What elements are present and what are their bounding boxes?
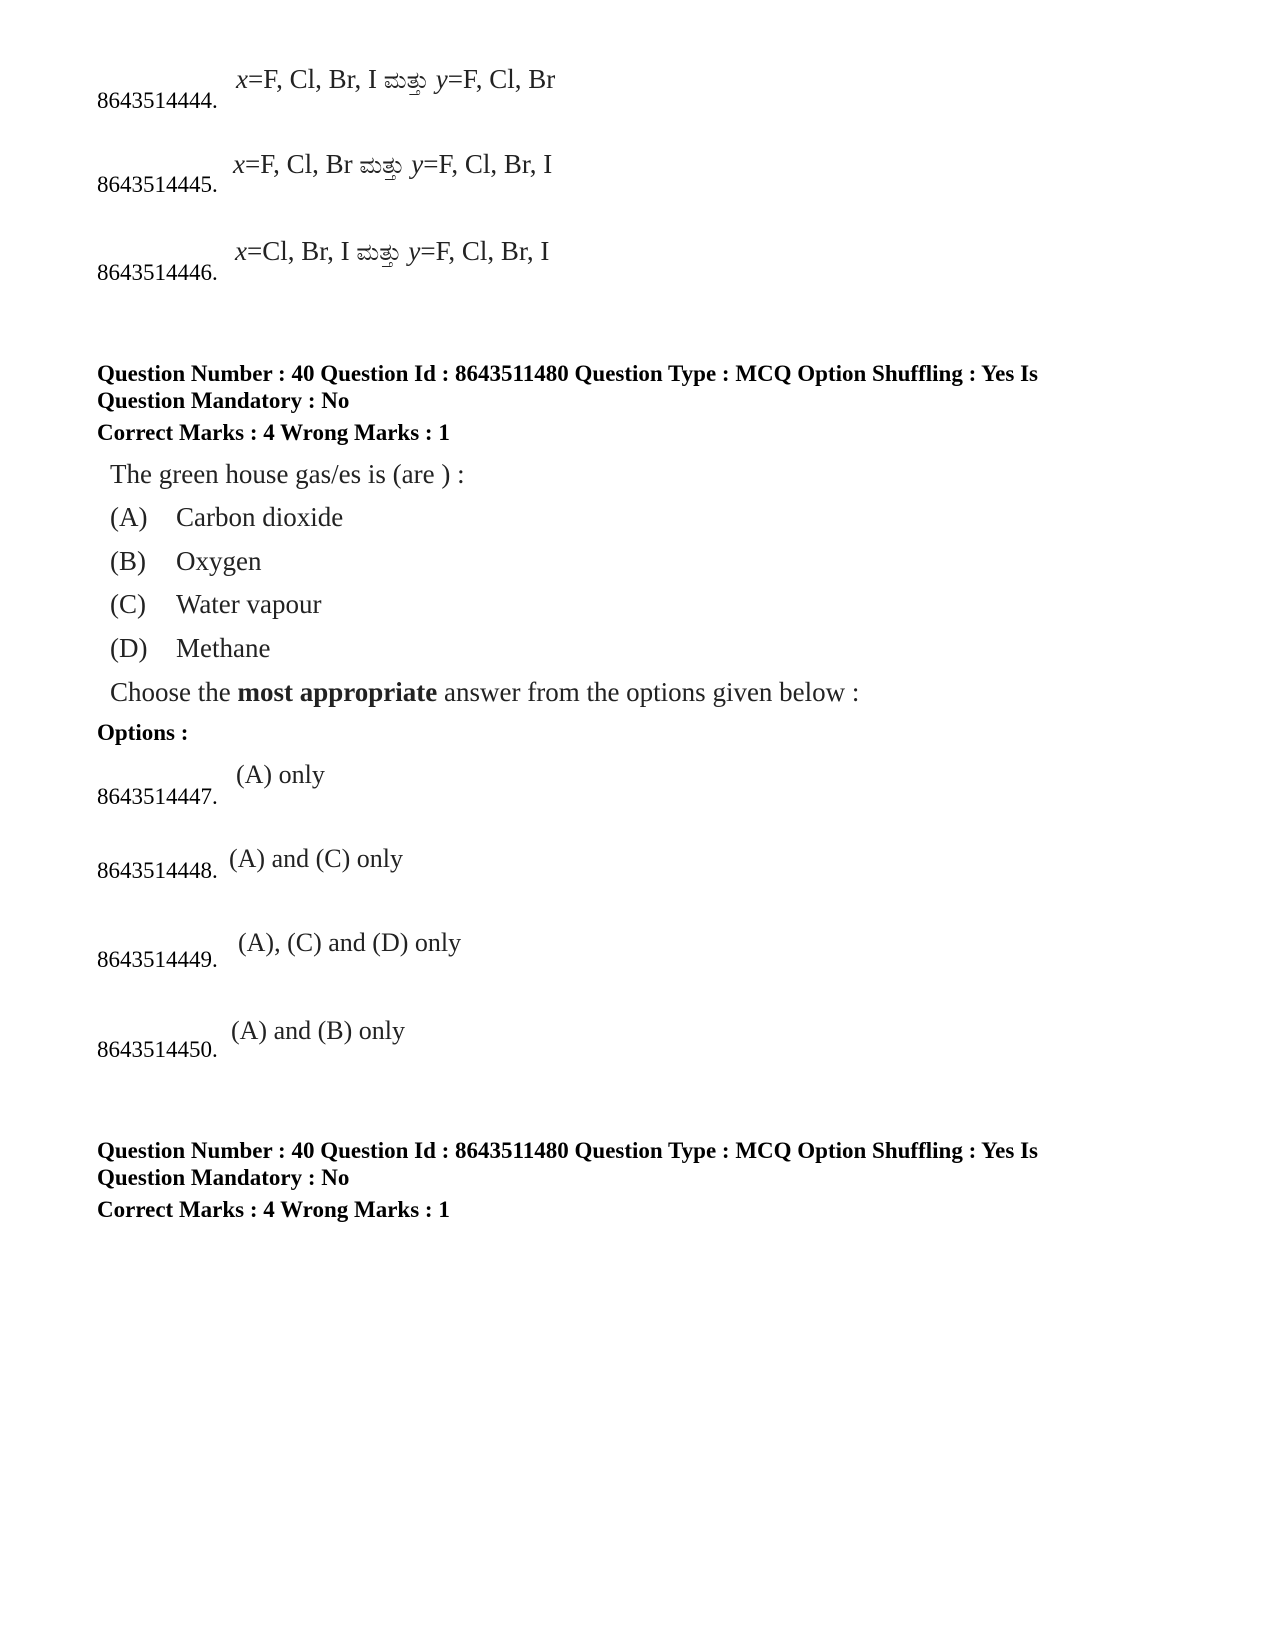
question-instruction: Choose the most appropriate answer from the options given below : [110, 677, 860, 707]
item-label: (B) [110, 546, 146, 576]
question-item-b [110, 548, 261, 575]
question-stem: The green house gas/es is (are ) : [110, 459, 465, 489]
formula-option-3: x=Cl, Br, I ಮತ್ತು y=F, Cl, Br, I [235, 236, 550, 266]
option-text-4: (A) and (B) only [231, 1016, 406, 1045]
option-id-1: 8643514444. [97, 88, 218, 113]
option-id-2: 8643514445. [97, 172, 218, 197]
item-text: Water vapour [176, 589, 322, 619]
options-label: Options : [97, 720, 189, 745]
option-text-1: (A) only [236, 760, 325, 789]
question-item-a [110, 504, 343, 531]
next-question-marks: Correct Marks : 4 Wrong Marks : 1 [97, 1197, 450, 1222]
option-id-3: 8643514446. [97, 260, 218, 285]
item-text: Carbon dioxide [176, 502, 344, 532]
next-question-header-line2: Question Mandatory : No [97, 1165, 350, 1190]
option-id-4: 8643514447. [97, 784, 218, 809]
question-header-line1: Question Number : 40 Question Id : 8643511480 Question Type : MCQ Option Shuffling : Yes Is [97, 361, 1038, 386]
formula-option-1: x=F, Cl, Br, I ಮತ್ತು y=F, Cl, Br [236, 64, 556, 94]
formula-option-2: x=F, Cl, Br ಮತ್ತು y=F, Cl, Br, I [233, 149, 553, 179]
item-label: (C) [110, 589, 146, 619]
option-text-2: (A) and (C) only [229, 844, 404, 873]
next-question-header [97, 1137, 1177, 1191]
next-question-header-line1: Question Number : 40 Question Id : 8643511480 Question Type : MCQ Option Shuffling : Yes Is [97, 1138, 1038, 1163]
option-id-5: 8643514448. [97, 858, 218, 883]
question-header [97, 360, 1177, 414]
item-text: Methane [176, 633, 271, 663]
option-text-3: (A), (C) and (D) only [238, 928, 462, 957]
question-item-d [110, 635, 270, 662]
question-item-c [110, 591, 322, 618]
question-header-line2: Question Mandatory : No [97, 388, 350, 413]
option-id-6: 8643514449. [97, 947, 218, 972]
item-label: (A) [110, 502, 148, 532]
question-marks: Correct Marks : 4 Wrong Marks : 1 [97, 420, 450, 445]
item-text: Oxygen [176, 546, 262, 576]
item-label: (D) [110, 633, 148, 663]
option-id-7: 8643514450. [97, 1037, 218, 1062]
